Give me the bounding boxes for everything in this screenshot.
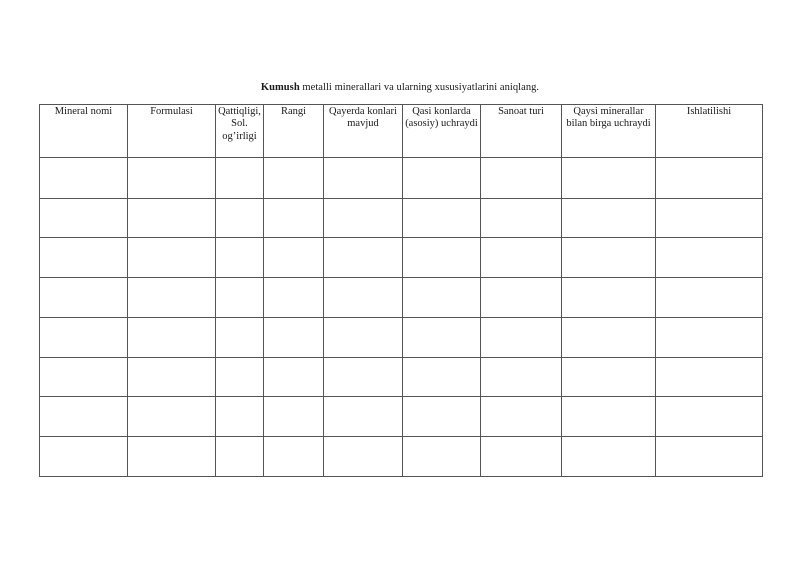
table-cell[interactable] <box>264 238 324 278</box>
table-cell[interactable] <box>562 198 656 238</box>
table-cell[interactable] <box>562 317 656 357</box>
table-cell[interactable] <box>324 278 403 318</box>
col-header-main-deposits: Qasi konlarda (asosiy) uchraydi <box>403 105 481 158</box>
table-row <box>40 357 763 397</box>
table-cell[interactable] <box>216 238 264 278</box>
table-header <box>40 105 763 158</box>
table-cell[interactable] <box>562 437 656 477</box>
table-cell[interactable] <box>481 158 562 199</box>
table-cell[interactable] <box>264 198 324 238</box>
table-cell[interactable] <box>264 397 324 437</box>
table-cell[interactable] <box>216 397 264 437</box>
table-cell[interactable] <box>324 357 403 397</box>
table-row <box>40 278 763 318</box>
table-cell[interactable] <box>40 357 128 397</box>
table-cell[interactable] <box>40 198 128 238</box>
table-cell[interactable] <box>40 278 128 318</box>
table-cell[interactable] <box>216 357 264 397</box>
table-cell[interactable] <box>40 397 128 437</box>
table-cell[interactable] <box>403 198 481 238</box>
table-cell[interactable] <box>562 158 656 199</box>
table-cell[interactable] <box>324 317 403 357</box>
table-cell[interactable] <box>128 397 216 437</box>
table-cell[interactable] <box>403 437 481 477</box>
table-cell[interactable] <box>216 437 264 477</box>
table-row <box>40 437 763 477</box>
table-cell[interactable] <box>216 278 264 318</box>
table-cell[interactable] <box>403 158 481 199</box>
table-cell[interactable] <box>656 198 763 238</box>
table-cell[interactable] <box>216 317 264 357</box>
table-body <box>40 158 763 477</box>
table-cell[interactable] <box>656 158 763 199</box>
table-row <box>40 158 763 199</box>
table-cell[interactable] <box>403 238 481 278</box>
table-cell[interactable] <box>324 158 403 199</box>
table-cell[interactable] <box>40 238 128 278</box>
table-cell[interactable] <box>128 278 216 318</box>
table-cell[interactable] <box>324 397 403 437</box>
minerals-table <box>39 104 763 477</box>
table-cell[interactable] <box>403 357 481 397</box>
table-cell[interactable] <box>562 357 656 397</box>
table-cell[interactable] <box>128 357 216 397</box>
table-cell[interactable] <box>216 198 264 238</box>
table-cell[interactable] <box>481 437 562 477</box>
col-header-hardness-density: Qattiqligi, Sol. og’irligi <box>216 105 264 158</box>
table-cell[interactable] <box>128 437 216 477</box>
table-cell[interactable] <box>264 158 324 199</box>
table-cell[interactable] <box>128 198 216 238</box>
table-cell[interactable] <box>324 238 403 278</box>
table-cell[interactable] <box>562 278 656 318</box>
table-cell[interactable] <box>481 278 562 318</box>
table-cell[interactable] <box>656 357 763 397</box>
table-cell[interactable] <box>656 437 763 477</box>
table-cell[interactable] <box>264 357 324 397</box>
col-header-mineral-name: Mineral nomi <box>40 105 128 158</box>
col-header-formula: Formulasi <box>128 105 216 158</box>
table-cell[interactable] <box>264 317 324 357</box>
table-cell[interactable] <box>656 397 763 437</box>
table-cell[interactable] <box>403 278 481 318</box>
table-cell[interactable] <box>128 317 216 357</box>
table-cell[interactable] <box>40 437 128 477</box>
table-cell[interactable] <box>40 317 128 357</box>
table-cell[interactable] <box>264 437 324 477</box>
table-cell[interactable] <box>481 317 562 357</box>
table-row <box>40 198 763 238</box>
table-cell[interactable] <box>324 198 403 238</box>
table-cell[interactable] <box>481 397 562 437</box>
col-header-usage: Ishlatilishi <box>656 105 763 158</box>
table-cell[interactable] <box>481 198 562 238</box>
header-row <box>40 105 763 158</box>
col-header-color: Rangi <box>264 105 324 158</box>
table-cell[interactable] <box>562 238 656 278</box>
table-cell[interactable] <box>40 158 128 199</box>
table-cell[interactable] <box>128 158 216 199</box>
table-cell[interactable] <box>656 238 763 278</box>
table-row <box>40 317 763 357</box>
table-cell[interactable] <box>656 278 763 318</box>
page-title <box>0 81 800 94</box>
table-cell[interactable] <box>403 397 481 437</box>
table-cell[interactable] <box>481 357 562 397</box>
table-row <box>40 238 763 278</box>
title-text: metalli minerallari va ularning xususiyatlarini aniqlang. <box>299 82 540 93</box>
table-cell[interactable] <box>403 317 481 357</box>
table-cell[interactable] <box>264 278 324 318</box>
table-cell[interactable] <box>562 397 656 437</box>
col-header-deposits-location: Qayerda konlari mavjud <box>324 105 403 158</box>
col-header-associated-minerals: Qaysi minerallar bilan birga uchraydi <box>562 105 656 158</box>
table-row <box>40 397 763 437</box>
table-cell[interactable] <box>216 158 264 199</box>
table-cell[interactable] <box>324 437 403 477</box>
col-header-industry-type: Sanoat turi <box>481 105 562 158</box>
table-cell[interactable] <box>481 238 562 278</box>
table-cell[interactable] <box>128 238 216 278</box>
table-cell[interactable] <box>656 317 763 357</box>
title-bold-word: Kumush <box>260 82 300 93</box>
